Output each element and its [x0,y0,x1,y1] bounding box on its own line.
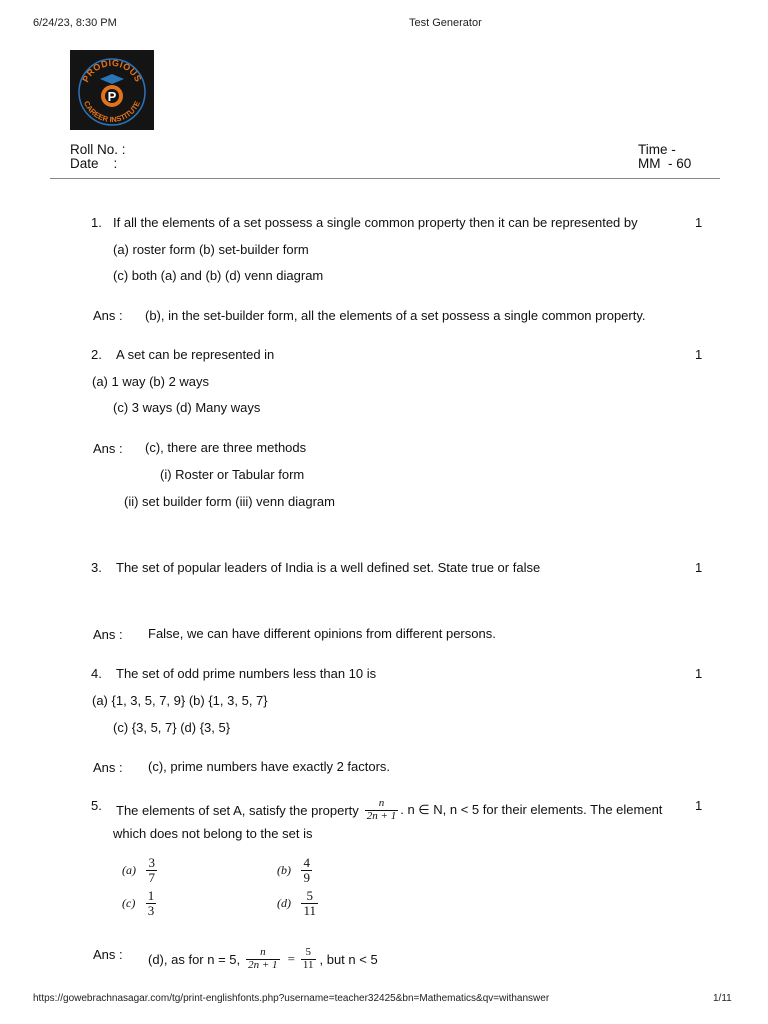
question-text-end: . n ∈ N, n < 5 for their elements. The element [400,802,663,818]
option-line: (a) roster form (b) set-builder form [113,242,309,257]
question-number: 5. [91,798,102,813]
answer-label: Ans : [93,760,123,775]
fraction-denominator: 2n + 1 [248,958,278,971]
option-fraction [146,856,157,884]
fraction-numerator: n [378,797,385,809]
option-c [122,889,156,917]
answer-text: (b), in the set-builder form, all the elements of a set possess a single common property. [145,308,646,323]
answer-text: (c), prime numbers have exactly 2 factors. [148,759,391,774]
header-divider [50,178,720,179]
answer-text-end: , but n < 5 [319,951,378,967]
answer-text: (i) Roster or Tabular form [160,467,305,482]
option-b [277,856,312,884]
option-fraction [301,889,318,917]
property-fraction [365,798,398,822]
date-label: Date : [70,156,118,171]
answer-label: Ans : [93,441,123,456]
fraction-denominator: 3 [147,902,155,918]
option-line: (a) {1, 3, 5, 7, 9} (b) {1, 3, 5, 7} [92,693,268,708]
fraction-denominator: 2n + 1 [366,809,397,822]
answer-text: False, we can have different opinions from different persons. [148,626,496,641]
fraction-denominator: 11 [303,902,316,918]
answer-text-start: (d), as for n = 5, [148,951,241,967]
fraction-denominator: 9 [303,869,310,885]
question-marks: 1 [695,347,703,362]
answer-fraction [246,947,279,971]
logo-emblem-icon [70,50,154,130]
fraction-numerator: 3 [148,855,155,870]
roll-number-label: Roll No. : [70,142,126,157]
option-fraction [301,856,312,884]
question-marks: 1 [695,666,703,681]
page-number: 1/11 [713,993,732,1004]
fraction-numerator: 4 [303,855,310,870]
option-label: (d) [277,895,291,910]
answer-label: Ans : [93,627,123,642]
option-line: (c) both (a) and (b) (d) venn diagram [113,268,324,283]
question-number: 4. [91,666,102,681]
time-label: Time - [638,142,676,157]
option-label: (a) [122,862,136,877]
option-a [122,856,157,884]
fraction-numerator: 5 [306,888,313,903]
print-datetime: 6/24/23, 8:30 PM [33,17,117,29]
option-fraction [146,889,157,917]
answer-text: (ii) set builder form (iii) venn diagram [124,494,335,509]
question-number: 1. [91,215,102,230]
document-title: Test Generator [409,17,482,29]
option-line: (a) 1 way (b) 2 ways [92,374,210,389]
logo-text-bottom: CAREER INSTITUTE [81,99,143,125]
fraction-numerator: n [260,946,266,958]
option-label: (c) [122,895,136,910]
answer-label: Ans : [93,308,123,323]
fraction-denominator: 11 [302,958,314,971]
question-number: 3. [91,560,102,575]
fraction-denominator: 7 [148,869,155,885]
logo-text-top: PRODIGIOUS [80,57,144,84]
option-label: (b) [277,862,291,877]
question-marks: 1 [695,215,703,230]
question-marks: 1 [695,560,703,575]
page-url: https://gowebrachnasagar.com/tg/print-englishfonts.php?username=teacher32425&bn=Mathematics&qv=withanswer [33,993,550,1004]
logo-letter: P [107,89,117,104]
equals-sign: = [287,951,295,967]
institute-logo [70,50,154,130]
question-number: 2. [91,347,102,362]
question-text: The set of popular leaders of India is a well defined set. State true or false [116,560,541,575]
fraction-numerator: 5 [305,946,311,958]
question-text [116,798,662,822]
fraction-numerator: 1 [147,888,155,903]
question-text: A set can be represented in [116,347,275,362]
question-marks: 1 [695,798,703,813]
max-marks-label: MM - 60 [638,156,692,171]
option-line: (c) 3 ways (d) Many ways [113,400,261,415]
option-d [277,889,318,917]
question-text-line2: which does not belong to the set is [113,826,313,841]
answer-text: (c), there are three methods [145,440,307,455]
answer-fraction [301,947,316,971]
option-line: (c) {3, 5, 7} (d) {3, 5} [113,720,231,735]
question-text-start: The elements of set A, satisfy the property [116,802,359,818]
question-text: The set of odd prime numbers less than 10 is [116,666,377,681]
answer-text [148,947,378,971]
question-text: If all the elements of a set possess a single common property then it can be represented by [113,215,638,230]
answer-label: Ans : [93,947,123,962]
